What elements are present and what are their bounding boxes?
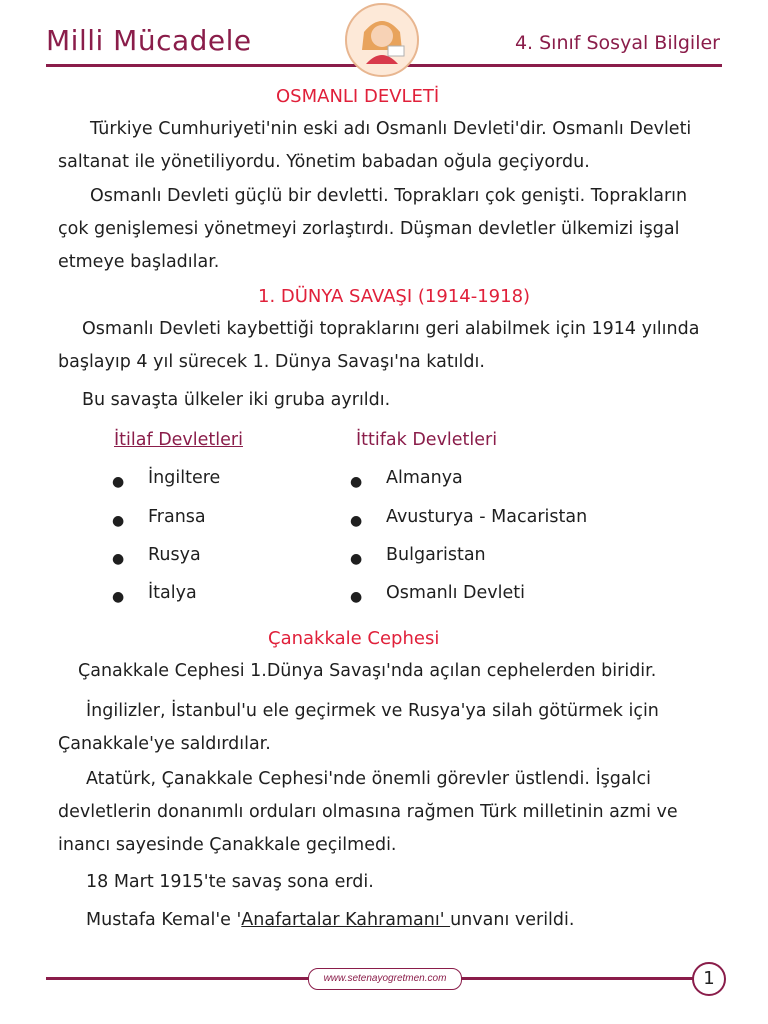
bullet-icon: ● [350,474,363,490]
itilaf-heading: İtilaf Devletleri [114,430,243,450]
bullet-icon: ● [112,589,125,605]
page-title: Milli Mücadele [46,24,252,57]
bullet-icon: ● [112,551,125,567]
paragraph-canakkale-5: Mustafa Kemal'e 'Anafartalar Kahramanı' unvanı verildi. [86,910,575,930]
itilaf-item: İngiltere [148,468,221,488]
paragraph-osmanli-1: Türkiye Cumhuriyeti'nin eski adı Osmanlı Devleti'dir. Osmanlı Devleti saltanat ile yönetiliyordu. Yönetim babadan oğula geçiyordu. [58,119,692,172]
bullet-icon: ● [350,551,363,567]
ittifak-item: Almanya [386,468,463,488]
paragraph-canakkale-1: Çanakkale Cephesi 1.Dünya Savaşı'nda açılan cephelerden biridir. [78,661,657,681]
page-number: 1 [692,962,726,996]
itilaf-item: Fransa [148,507,206,527]
itilaf-item: İtalya [148,583,197,603]
subject-title: 4. Sınıf Sosyal Bilgiler [514,32,720,54]
paragraph-canakkale-2: İngilizler, İstanbul'u ele geçirmek ve Rusya'ya silah götürmek için Çanakkale'ye saldırdılar. [58,701,659,754]
paragraph-canakkale-3: Atatürk, Çanakkale Cephesi'nde önemli görevler üstlendi. İşgalci devletlerin donanımlı orduları olmasına rağmen Türk milletinin azmi ve inancı sayesinde Çanakkale geçilmedi. [58,769,678,855]
itilaf-item: Rusya [148,545,201,565]
website-link[interactable]: www.setenayogretmen.com [308,968,462,990]
bullet-icon: ● [112,474,125,490]
ittifak-item: Bulgaristan [386,545,486,565]
ittifak-item: Avusturya - Macaristan [386,507,588,527]
paragraph-ww1-2: Bu savaşta ülkeler iki gruba ayrıldı. [82,390,391,410]
title-anafartalar: Anafartalar Kahramanı' [241,910,451,930]
paragraph-canakkale-4: 18 Mart 1915'te savaş sona erdi. [86,872,374,892]
paragraph-ww1-1: Osmanlı Devleti kaybettiği topraklarını geri alabilmek için 1914 yılında başlayıp 4 yıl sürecek 1. Dünya Savaşı'na katıldı. [58,319,700,372]
paragraph-osmanli-2: Osmanlı Devleti güçlü bir devletti. Toprakları çok genişti. Toprakların çok genişlemesi yönetmeyi zorlaştırdı. Düşman devletler ülkemizi işgal etmeye başladılar. [58,186,688,272]
section-title-ww1: 1. DÜNYA SAVAŞI (1914-1918) [258,286,531,307]
teacher-logo-icon [344,2,420,78]
bullet-icon: ● [112,513,125,529]
section-title-canakkale: Çanakkale Cephesi [268,628,440,649]
ittifak-heading: İttifak Devletleri [356,430,498,450]
bullet-icon: ● [350,513,363,529]
bullet-icon: ● [350,589,363,605]
section-title-osmanli: OSMANLI DEVLETİ [276,86,440,107]
ittifak-item: Osmanlı Devleti [386,583,525,603]
